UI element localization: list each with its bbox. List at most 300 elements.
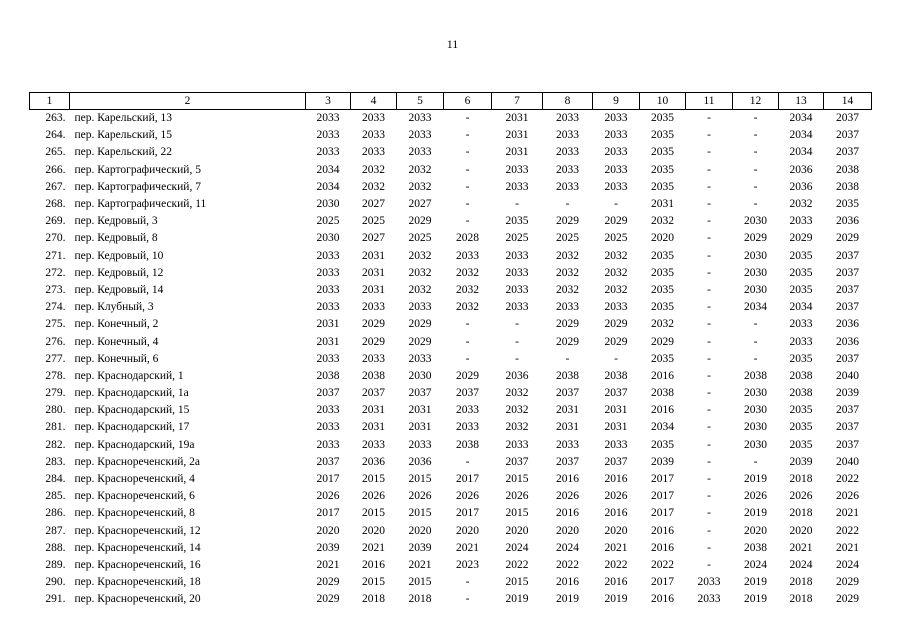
year-cell: - bbox=[707, 318, 711, 331]
year-cell: 2018 bbox=[789, 593, 813, 606]
row-number: 279. bbox=[45, 387, 66, 400]
year-cell: 2033 bbox=[316, 438, 340, 451]
year-cell: 2021 bbox=[408, 558, 432, 571]
row-number: 267. bbox=[45, 180, 66, 193]
column-header: 12 bbox=[733, 93, 779, 110]
row-number: 268. bbox=[45, 198, 66, 211]
year-cell: 2034 bbox=[789, 301, 813, 314]
year-cell: 2032 bbox=[604, 266, 628, 279]
year-cell: 2018 bbox=[789, 507, 813, 520]
year-cell: 2037 bbox=[836, 438, 859, 451]
year-cell: - bbox=[465, 455, 470, 468]
table-row bbox=[30, 385, 872, 402]
year-cell: - bbox=[515, 352, 519, 365]
year-cell: 2025 bbox=[316, 215, 340, 228]
year-cell: 2035 bbox=[651, 249, 674, 262]
year-cell: 2033 bbox=[604, 129, 628, 142]
year-cell: - bbox=[614, 198, 618, 211]
address-cell: пер. Кедровый, 12 bbox=[74, 266, 164, 279]
year-cell: 2031 bbox=[316, 335, 340, 348]
year-cell: 2029 bbox=[836, 576, 859, 589]
year-cell: 2015 bbox=[362, 507, 385, 520]
address-cell: пер. Конечный, 4 bbox=[74, 335, 159, 348]
table-row bbox=[30, 316, 872, 333]
year-cell: - bbox=[753, 112, 758, 125]
year-cell: 2038 bbox=[789, 369, 813, 382]
address-cell: пер. Кедровый, 14 bbox=[74, 283, 164, 296]
year-cell: 2033 bbox=[789, 215, 813, 228]
year-cell: 2032 bbox=[505, 404, 529, 417]
year-cell: 2019 bbox=[744, 507, 767, 520]
row-number: 288. bbox=[45, 541, 66, 554]
year-cell: 2035 bbox=[789, 404, 813, 417]
year-cell: 2036 bbox=[836, 335, 859, 348]
year-cell: - bbox=[753, 129, 758, 142]
year-cell: - bbox=[707, 283, 711, 296]
year-cell: 2024 bbox=[505, 541, 529, 554]
year-cell: 2025 bbox=[604, 232, 628, 245]
year-cell: - bbox=[707, 163, 711, 176]
year-cell: 2039 bbox=[316, 541, 340, 554]
year-cell: 2033 bbox=[362, 301, 385, 314]
year-cell: 2037 bbox=[604, 387, 628, 400]
year-cell: 2030 bbox=[744, 266, 767, 279]
table-row bbox=[30, 540, 872, 557]
year-cell: 2036 bbox=[789, 180, 813, 193]
year-cell: 2029 bbox=[604, 335, 628, 348]
row-number: 274. bbox=[45, 301, 66, 314]
year-cell: - bbox=[515, 318, 519, 331]
year-cell: - bbox=[465, 129, 470, 142]
year-cell: 2037 bbox=[836, 129, 859, 142]
table-row bbox=[30, 437, 872, 454]
year-cell: 2026 bbox=[408, 490, 432, 503]
year-cell: 2027 bbox=[362, 232, 385, 245]
year-cell: 2017 bbox=[316, 507, 340, 520]
year-cell: - bbox=[465, 593, 470, 606]
year-cell: 2032 bbox=[362, 180, 385, 193]
year-cell: 2037 bbox=[836, 301, 859, 314]
table-row bbox=[30, 265, 872, 282]
year-cell: 2036 bbox=[836, 215, 859, 228]
year-cell: 2033 bbox=[556, 301, 579, 314]
year-cell: 2032 bbox=[456, 283, 479, 296]
table-row bbox=[30, 333, 872, 350]
year-cell: - bbox=[707, 146, 711, 159]
row-number: 263. bbox=[45, 112, 66, 125]
year-cell: 2029 bbox=[789, 232, 813, 245]
year-cell: 2015 bbox=[408, 507, 432, 520]
row-number: 271. bbox=[45, 249, 66, 262]
year-cell: 2016 bbox=[556, 473, 579, 486]
year-cell: - bbox=[753, 180, 758, 193]
year-cell: 2022 bbox=[651, 558, 674, 571]
year-cell: 2033 bbox=[316, 421, 340, 434]
year-cell: 2029 bbox=[316, 593, 340, 606]
row-number: 286. bbox=[45, 507, 66, 520]
year-cell: 2037 bbox=[604, 455, 628, 468]
year-cell: 2036 bbox=[408, 455, 432, 468]
year-cell: 2021 bbox=[316, 558, 340, 571]
table-row bbox=[30, 419, 872, 436]
year-cell: - bbox=[707, 249, 711, 262]
year-cell: 2033 bbox=[456, 421, 479, 434]
year-cell: 2039 bbox=[836, 387, 859, 400]
year-cell: - bbox=[753, 318, 758, 331]
year-cell: - bbox=[465, 215, 470, 228]
year-cell: 2024 bbox=[556, 541, 579, 554]
year-cell: - bbox=[707, 421, 711, 434]
year-cell: 2035 bbox=[789, 266, 813, 279]
table-body bbox=[30, 110, 872, 609]
row-number: 266. bbox=[45, 163, 66, 176]
year-cell: 2037 bbox=[836, 266, 859, 279]
year-cell: 2032 bbox=[408, 163, 432, 176]
year-cell: - bbox=[707, 404, 711, 417]
year-cell: 2024 bbox=[789, 558, 813, 571]
year-cell: 2038 bbox=[316, 369, 340, 382]
year-cell: 2033 bbox=[456, 404, 479, 417]
year-cell: 2029 bbox=[556, 318, 579, 331]
year-cell: 2033 bbox=[316, 352, 340, 365]
year-cell: 2033 bbox=[408, 129, 432, 142]
year-cell: 2016 bbox=[556, 576, 579, 589]
row-number: 280. bbox=[45, 404, 66, 417]
column-header: 11 bbox=[686, 93, 733, 110]
table-row bbox=[30, 110, 872, 128]
year-cell: 2033 bbox=[556, 146, 579, 159]
year-cell: 2026 bbox=[836, 490, 859, 503]
year-cell: 2035 bbox=[651, 146, 674, 159]
year-cell: 2040 bbox=[836, 369, 859, 382]
year-cell: 2038 bbox=[744, 369, 767, 382]
year-cell: 2029 bbox=[556, 215, 579, 228]
year-cell: 2033 bbox=[505, 180, 529, 193]
year-cell: 2023 bbox=[456, 558, 479, 571]
year-cell: 2031 bbox=[505, 112, 529, 125]
year-cell: 2031 bbox=[505, 146, 529, 159]
year-cell: 2037 bbox=[836, 249, 859, 262]
year-cell: 2032 bbox=[651, 215, 674, 228]
table-row bbox=[30, 351, 872, 368]
year-cell: 2019 bbox=[744, 593, 767, 606]
year-cell: - bbox=[707, 507, 711, 520]
year-cell: 2038 bbox=[836, 180, 859, 193]
year-cell: 2024 bbox=[836, 558, 859, 571]
address-cell: пер. Картографический, 7 bbox=[74, 180, 201, 193]
year-cell: 2020 bbox=[789, 524, 813, 537]
year-cell: 2026 bbox=[505, 490, 529, 503]
year-cell: 2033 bbox=[505, 283, 529, 296]
column-header: 10 bbox=[640, 93, 686, 110]
year-cell: 2030 bbox=[316, 232, 340, 245]
year-cell: 2031 bbox=[362, 421, 385, 434]
row-number: 264. bbox=[45, 129, 66, 142]
year-cell: - bbox=[707, 387, 711, 400]
year-cell: 2033 bbox=[556, 129, 579, 142]
year-cell: - bbox=[465, 146, 470, 159]
year-cell: 2016 bbox=[362, 558, 385, 571]
year-cell: 2015 bbox=[505, 507, 529, 520]
row-number: 269. bbox=[45, 215, 66, 228]
table-row bbox=[30, 144, 872, 161]
year-cell: 2030 bbox=[744, 283, 767, 296]
year-cell: 2020 bbox=[651, 232, 674, 245]
row-number: 278. bbox=[45, 369, 66, 382]
year-cell: 2015 bbox=[505, 473, 529, 486]
year-cell: 2033 bbox=[316, 266, 340, 279]
row-number: 270. bbox=[45, 232, 66, 245]
year-cell: - bbox=[614, 352, 618, 365]
address-cell: пер. Картографический, 11 bbox=[74, 198, 207, 211]
address-cell: пер. Кедровый, 3 bbox=[74, 215, 158, 228]
address-cell: пер. Конечный, 2 bbox=[74, 318, 159, 331]
year-cell: 2019 bbox=[556, 593, 579, 606]
year-cell: 2038 bbox=[362, 369, 385, 382]
year-cell: 2026 bbox=[362, 490, 385, 503]
year-cell: 2029 bbox=[836, 593, 859, 606]
year-cell: 2035 bbox=[836, 198, 859, 211]
year-cell: 2019 bbox=[604, 593, 628, 606]
year-cell: 2020 bbox=[408, 524, 432, 537]
year-cell: 2029 bbox=[604, 215, 628, 228]
year-cell: 2033 bbox=[316, 146, 340, 159]
year-cell: 2016 bbox=[651, 369, 674, 382]
year-cell: 2029 bbox=[651, 335, 674, 348]
year-cell: - bbox=[753, 146, 758, 159]
year-cell: 2031 bbox=[408, 421, 432, 434]
address-cell: пер. Картографический, 5 bbox=[74, 163, 201, 176]
address-cell: пер. Краснореченский, 16 bbox=[74, 558, 201, 571]
year-cell: - bbox=[707, 301, 711, 314]
year-cell: - bbox=[707, 490, 711, 503]
year-cell: 2017 bbox=[651, 490, 674, 503]
year-cell: - bbox=[707, 232, 711, 245]
year-cell: 2032 bbox=[408, 266, 432, 279]
year-cell: 2039 bbox=[408, 541, 432, 554]
year-cell: 2032 bbox=[604, 283, 628, 296]
address-cell: пер. Краснодарский, 19а bbox=[74, 438, 195, 451]
year-cell: 2015 bbox=[408, 473, 432, 486]
year-cell: 2037 bbox=[505, 455, 529, 468]
table-row bbox=[30, 523, 872, 540]
row-number: 290. bbox=[45, 576, 66, 589]
year-cell: 2027 bbox=[362, 198, 385, 211]
row-number: 282. bbox=[45, 438, 66, 451]
year-cell: 2021 bbox=[604, 541, 628, 554]
year-cell: 2029 bbox=[556, 335, 579, 348]
address-cell: пер. Кедровый, 8 bbox=[74, 232, 158, 245]
year-cell: 2033 bbox=[362, 438, 385, 451]
year-cell: 2019 bbox=[505, 593, 529, 606]
year-cell: - bbox=[753, 198, 758, 211]
address-cell: пер. Краснореченский, 12 bbox=[74, 524, 201, 537]
year-cell: 2038 bbox=[651, 387, 674, 400]
address-cell: пер. Краснореченский, 14 bbox=[74, 541, 201, 554]
year-cell: 2033 bbox=[505, 163, 529, 176]
table-row bbox=[30, 505, 872, 522]
year-cell: 2026 bbox=[789, 490, 813, 503]
address-cell: пер. Карельский, 22 bbox=[74, 146, 172, 159]
year-cell: 2031 bbox=[604, 421, 628, 434]
address-cell: пер. Карельский, 13 bbox=[74, 112, 172, 125]
year-cell: 2031 bbox=[362, 249, 385, 262]
table-header-row bbox=[30, 93, 872, 110]
table-row bbox=[30, 557, 872, 574]
year-cell: 2030 bbox=[744, 438, 767, 451]
year-cell: 2033 bbox=[408, 146, 432, 159]
year-cell: 2039 bbox=[789, 455, 813, 468]
year-cell: - bbox=[565, 352, 570, 365]
year-cell: 2037 bbox=[556, 387, 579, 400]
year-cell: 2030 bbox=[744, 215, 767, 228]
year-cell: - bbox=[465, 318, 470, 331]
year-cell: 2016 bbox=[604, 576, 628, 589]
year-cell: 2035 bbox=[651, 180, 674, 193]
table-row bbox=[30, 196, 872, 213]
year-cell: 2026 bbox=[744, 490, 767, 503]
row-number: 277. bbox=[45, 352, 66, 365]
year-cell: 2031 bbox=[362, 283, 385, 296]
year-cell: 2032 bbox=[789, 198, 813, 211]
year-cell: 2035 bbox=[651, 163, 674, 176]
year-cell: - bbox=[707, 266, 711, 279]
year-cell: 2022 bbox=[836, 473, 859, 486]
year-cell: 2032 bbox=[556, 283, 579, 296]
column-header: 1 bbox=[30, 93, 70, 110]
year-cell: 2035 bbox=[651, 352, 674, 365]
year-cell: 2033 bbox=[362, 352, 385, 365]
year-cell: 2033 bbox=[697, 593, 721, 606]
year-cell: 2033 bbox=[316, 249, 340, 262]
year-cell: 2025 bbox=[556, 232, 579, 245]
year-cell: 2035 bbox=[505, 215, 529, 228]
year-cell: 2018 bbox=[789, 473, 813, 486]
year-cell: 2017 bbox=[456, 473, 479, 486]
year-cell: 2029 bbox=[456, 369, 479, 382]
address-cell: пер. Конечный, 6 bbox=[74, 352, 159, 365]
address-cell: пер. Краснодарский, 1 bbox=[74, 369, 184, 382]
year-cell: 2037 bbox=[316, 455, 340, 468]
year-cell: 2032 bbox=[505, 421, 529, 434]
year-cell: 2021 bbox=[789, 541, 813, 554]
year-cell: 2029 bbox=[362, 335, 385, 348]
year-cell: 2032 bbox=[556, 249, 579, 262]
year-cell: 2029 bbox=[408, 215, 432, 228]
year-cell: 2020 bbox=[505, 524, 529, 537]
year-cell: 2015 bbox=[362, 473, 385, 486]
year-cell: 2037 bbox=[316, 387, 340, 400]
year-cell: 2033 bbox=[556, 438, 579, 451]
year-cell: 2032 bbox=[456, 266, 479, 279]
year-cell: 2016 bbox=[556, 507, 579, 520]
year-cell: 2034 bbox=[744, 301, 767, 314]
year-cell: 2033 bbox=[697, 576, 721, 589]
table-row bbox=[30, 179, 872, 196]
year-cell: 2024 bbox=[744, 558, 767, 571]
table-row bbox=[30, 299, 872, 316]
year-cell: 2025 bbox=[362, 215, 385, 228]
year-cell: 2030 bbox=[744, 404, 767, 417]
row-number: 273. bbox=[45, 283, 66, 296]
year-cell: 2033 bbox=[316, 283, 340, 296]
year-cell: 2017 bbox=[651, 576, 674, 589]
column-header: 4 bbox=[351, 93, 397, 110]
year-cell: 2037 bbox=[836, 404, 859, 417]
row-number: 287. bbox=[45, 524, 66, 537]
year-cell: 2029 bbox=[744, 232, 767, 245]
table-row bbox=[30, 248, 872, 265]
year-cell: - bbox=[753, 335, 758, 348]
year-cell: 2037 bbox=[836, 146, 859, 159]
year-cell: 2033 bbox=[362, 112, 385, 125]
year-cell: 2015 bbox=[362, 576, 385, 589]
year-cell: 2033 bbox=[604, 180, 628, 193]
row-number: 289. bbox=[45, 558, 66, 571]
year-cell: 2019 bbox=[744, 576, 767, 589]
year-cell: - bbox=[707, 473, 711, 486]
address-cell: пер. Краснореченский, 6 bbox=[74, 490, 195, 503]
year-cell: 2038 bbox=[604, 369, 628, 382]
year-cell: - bbox=[515, 198, 519, 211]
year-cell: 2034 bbox=[789, 112, 813, 125]
year-cell: 2035 bbox=[789, 438, 813, 451]
year-cell: 2031 bbox=[556, 404, 579, 417]
year-cell: 2029 bbox=[408, 318, 432, 331]
year-cell: 2035 bbox=[651, 112, 674, 125]
table-row bbox=[30, 213, 872, 230]
year-cell: 2033 bbox=[604, 163, 628, 176]
year-cell: 2032 bbox=[604, 249, 628, 262]
table-row bbox=[30, 574, 872, 591]
year-cell: 2026 bbox=[556, 490, 579, 503]
year-cell: 2020 bbox=[744, 524, 767, 537]
year-cell: 2031 bbox=[505, 129, 529, 142]
year-cell: - bbox=[707, 524, 711, 537]
year-cell: - bbox=[465, 163, 470, 176]
year-cell: 2031 bbox=[604, 404, 628, 417]
year-cell: 2034 bbox=[651, 421, 674, 434]
year-cell: 2038 bbox=[744, 541, 767, 554]
year-cell: 2037 bbox=[836, 421, 859, 434]
year-cell: 2031 bbox=[408, 404, 432, 417]
address-cell: пер. Краснодарский, 15 bbox=[74, 404, 190, 417]
year-cell: 2016 bbox=[604, 507, 628, 520]
year-cell: 2032 bbox=[408, 283, 432, 296]
year-cell: 2033 bbox=[505, 266, 529, 279]
year-cell: 2035 bbox=[789, 352, 813, 365]
column-header: 6 bbox=[444, 93, 492, 110]
year-cell: 2035 bbox=[651, 283, 674, 296]
row-number: 281. bbox=[45, 421, 66, 434]
page-number: 11 bbox=[446, 37, 459, 51]
year-cell: 2033 bbox=[556, 180, 579, 193]
year-cell: 2032 bbox=[556, 266, 579, 279]
year-cell: 2035 bbox=[651, 266, 674, 279]
year-cell: - bbox=[707, 455, 711, 468]
year-cell: 2033 bbox=[456, 249, 479, 262]
year-cell: - bbox=[465, 335, 470, 348]
column-header: 9 bbox=[593, 93, 640, 110]
column-header: 7 bbox=[492, 93, 543, 110]
year-cell: 2016 bbox=[651, 593, 674, 606]
year-cell: 2030 bbox=[408, 369, 432, 382]
year-cell: 2032 bbox=[408, 249, 432, 262]
schedule-table bbox=[29, 92, 872, 608]
year-cell: 2025 bbox=[408, 232, 432, 245]
year-cell: 2036 bbox=[505, 369, 529, 382]
table-row bbox=[30, 282, 872, 299]
